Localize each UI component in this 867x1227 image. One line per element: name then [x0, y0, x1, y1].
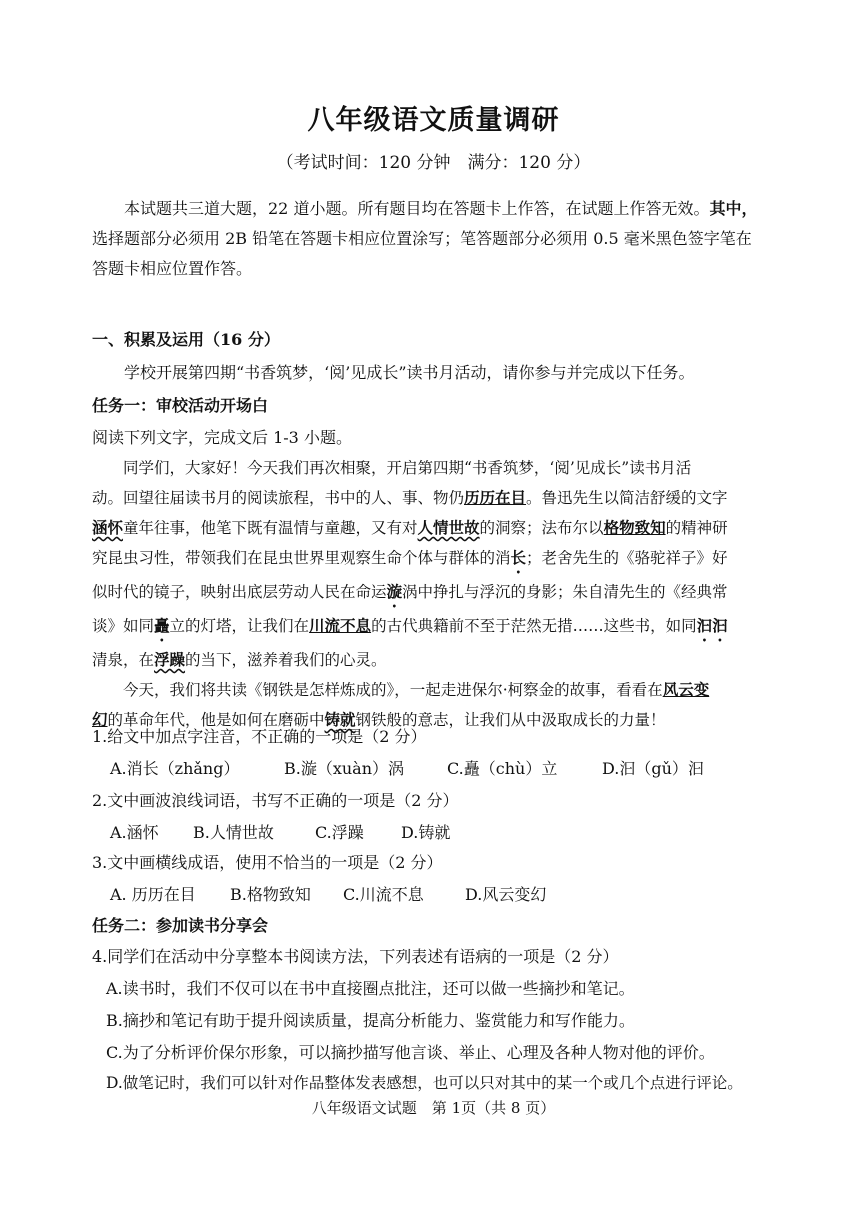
q2-option-b[interactable]: B.人情世故: [193, 823, 274, 842]
exam-info: （考试时间：120 分钟 满分：120 分）: [276, 153, 591, 173]
passage-text: 立的灯塔，让我们在: [169, 617, 310, 635]
q1-option-b[interactable]: B.漩（xuàn）涡: [284, 759, 405, 778]
dotted-char: 矗: [154, 616, 170, 635]
q3-option-a[interactable]: A. 历历在目: [110, 885, 196, 904]
instructions-line-2: 选择题部分必须用 2B 铅笔在答题卡相应位置涂写；笔答题部分必须用 0.5 毫米黑色签字笔在: [92, 229, 752, 248]
q4-option-a[interactable]: A.读书时，我们不仅可以在书中直接圈点批注，还可以做一些摘抄和笔记。: [106, 979, 635, 998]
passage-text: ；老舍先生的《骆驼祥子》好: [526, 549, 728, 567]
word-wavy: 浮躁: [154, 650, 186, 669]
instructions-line-1: 本试题共三道大题，22 道小题。所有题目均在答题卡上作答，在试题上作答无效。: [124, 199, 710, 218]
passage-text: 涡中挣扎与浮沉的身影；朱自清先生的《经典常: [402, 583, 728, 601]
passage-text: 的革命年代，他是如何在磨砺中: [107, 711, 325, 729]
passage-line: [92, 645, 804, 675]
passage-text: 的当下，滋养着我们的心灵。: [185, 651, 387, 669]
task-one-heading: 任务一：审校活动开场白: [92, 396, 269, 415]
activity-lead: 学校开展第四期“书香筑梦，‘阅’见成长”读书月活动，请你参与并完成以下任务。: [124, 363, 695, 382]
word-wavy: 铸就: [324, 710, 356, 729]
q4-option-d[interactable]: D.做笔记时，我们可以针对作品整体发表感想，也可以只对其中的某一个或几个点进行评论。: [106, 1074, 743, 1092]
q4-option-b[interactable]: B.摘抄和笔记有助于提升阅读质量，提高分析能力、鉴赏能力和写作能力。: [106, 1011, 635, 1030]
question-1: 1.给文中加点字注音，不正确的一项是（2 分）: [92, 727, 427, 746]
q1-option-d[interactable]: D.汩（gǔ）汩: [602, 759, 704, 778]
q2-option-a[interactable]: A.涵怀: [110, 823, 159, 842]
question-2: 2.文中画波浪线词语，书写不正确的一项是（2 分）: [92, 791, 459, 810]
page-title: 八年级语文质量调研: [307, 105, 560, 136]
q1-option-a[interactable]: A.消长（zhǎng）: [110, 759, 240, 778]
dotted-char: 漩: [386, 582, 403, 601]
q4-option-c[interactable]: C.为了分析评价保尔形象，可以摘抄描写他言谈、举止、心理及各种人物对他的评价。: [106, 1043, 715, 1062]
q3-option-d[interactable]: D.风云变幻: [465, 885, 547, 904]
word-wavy: 人情世故: [417, 518, 480, 537]
idiom-underlined: 川流不息: [309, 616, 372, 635]
passage-line: [92, 611, 804, 645]
instructions: [92, 194, 804, 284]
dotted-char: 汩汩: [696, 616, 728, 635]
passage-text: 动。回望往届读书月的阅读旅程，书中的人、事、物仍: [92, 489, 465, 507]
instructions-emphasis: 其中，: [709, 199, 758, 218]
question-3: 3.文中画横线成语，使用不恰当的一项是（2 分）: [92, 853, 443, 872]
idiom-underlined: 幻: [92, 710, 108, 729]
q1-option-c[interactable]: C.矗（chù）立: [447, 759, 558, 778]
q2-option-c[interactable]: C.浮躁: [315, 823, 364, 842]
idiom-underlined: 历历在目: [464, 488, 527, 507]
word-wavy: 涵怀: [92, 518, 124, 537]
passage-line: [92, 483, 804, 513]
passage-text: 今天，我们将共读《钢铁是怎样炼成的》，一起走进保尔·柯察金的故事，看看在: [123, 681, 663, 699]
passage-text: 的洞察；法布尔以: [479, 519, 604, 537]
idiom-underlined: 格物致知: [603, 518, 666, 537]
passage-text: 。鲁迅先生以简洁舒缓的文字: [526, 489, 728, 507]
q2-option-d[interactable]: D.铸就: [401, 823, 451, 842]
reading-passage: [92, 454, 804, 735]
passage-text: 童年往事，他笔下既有温情与童趣，又有对: [123, 519, 418, 537]
task-two-heading: 任务二：参加读书分享会: [92, 916, 269, 935]
passage-line: [92, 577, 804, 611]
passage-line: [92, 513, 804, 543]
q3-option-c[interactable]: C.川流不息: [343, 885, 424, 904]
idiom-underlined: 风云变: [662, 680, 710, 699]
passage-text: 钢铁般的意志，让我们从中汲取成长的力量！: [355, 711, 666, 729]
dotted-char: 长: [510, 548, 527, 567]
question-4: 4.同学们在活动中分享整本书阅读方法，下列表述有语病的一项是（2 分）: [92, 947, 619, 966]
q3-option-b[interactable]: B.格物致知: [230, 885, 311, 904]
instructions-line-3: 答题卡相应位置作答。: [92, 259, 253, 278]
section-heading: 一、积累及运用（16 分）: [92, 330, 280, 349]
passage-line: [92, 543, 804, 577]
passage-line: 同学们，大家好！今天我们再次相聚，开启第四期“书香筑梦，‘阅’见成长”读书月活: [123, 459, 692, 477]
passage-text: 的精神研: [665, 519, 728, 537]
page-footer: 八年级语文试题 第 1页（共 8 页）: [311, 1099, 556, 1117]
passage-text: 究昆虫习性，带领我们在昆虫世界里观察生命个体与群体的消: [92, 549, 511, 567]
passage-text: 似时代的镜子，映射出底层劳动人民在命运: [92, 583, 387, 601]
task-one-instruction: 阅读下列文字，完成文后 1-3 小题。: [92, 428, 352, 447]
passage-line: [92, 675, 804, 705]
passage-text: 清泉，在: [92, 651, 155, 669]
passage-text: 的古代典籍前不至于茫然无措……这些书，如同: [371, 617, 697, 635]
passage-text: 谈》如同: [92, 617, 155, 635]
